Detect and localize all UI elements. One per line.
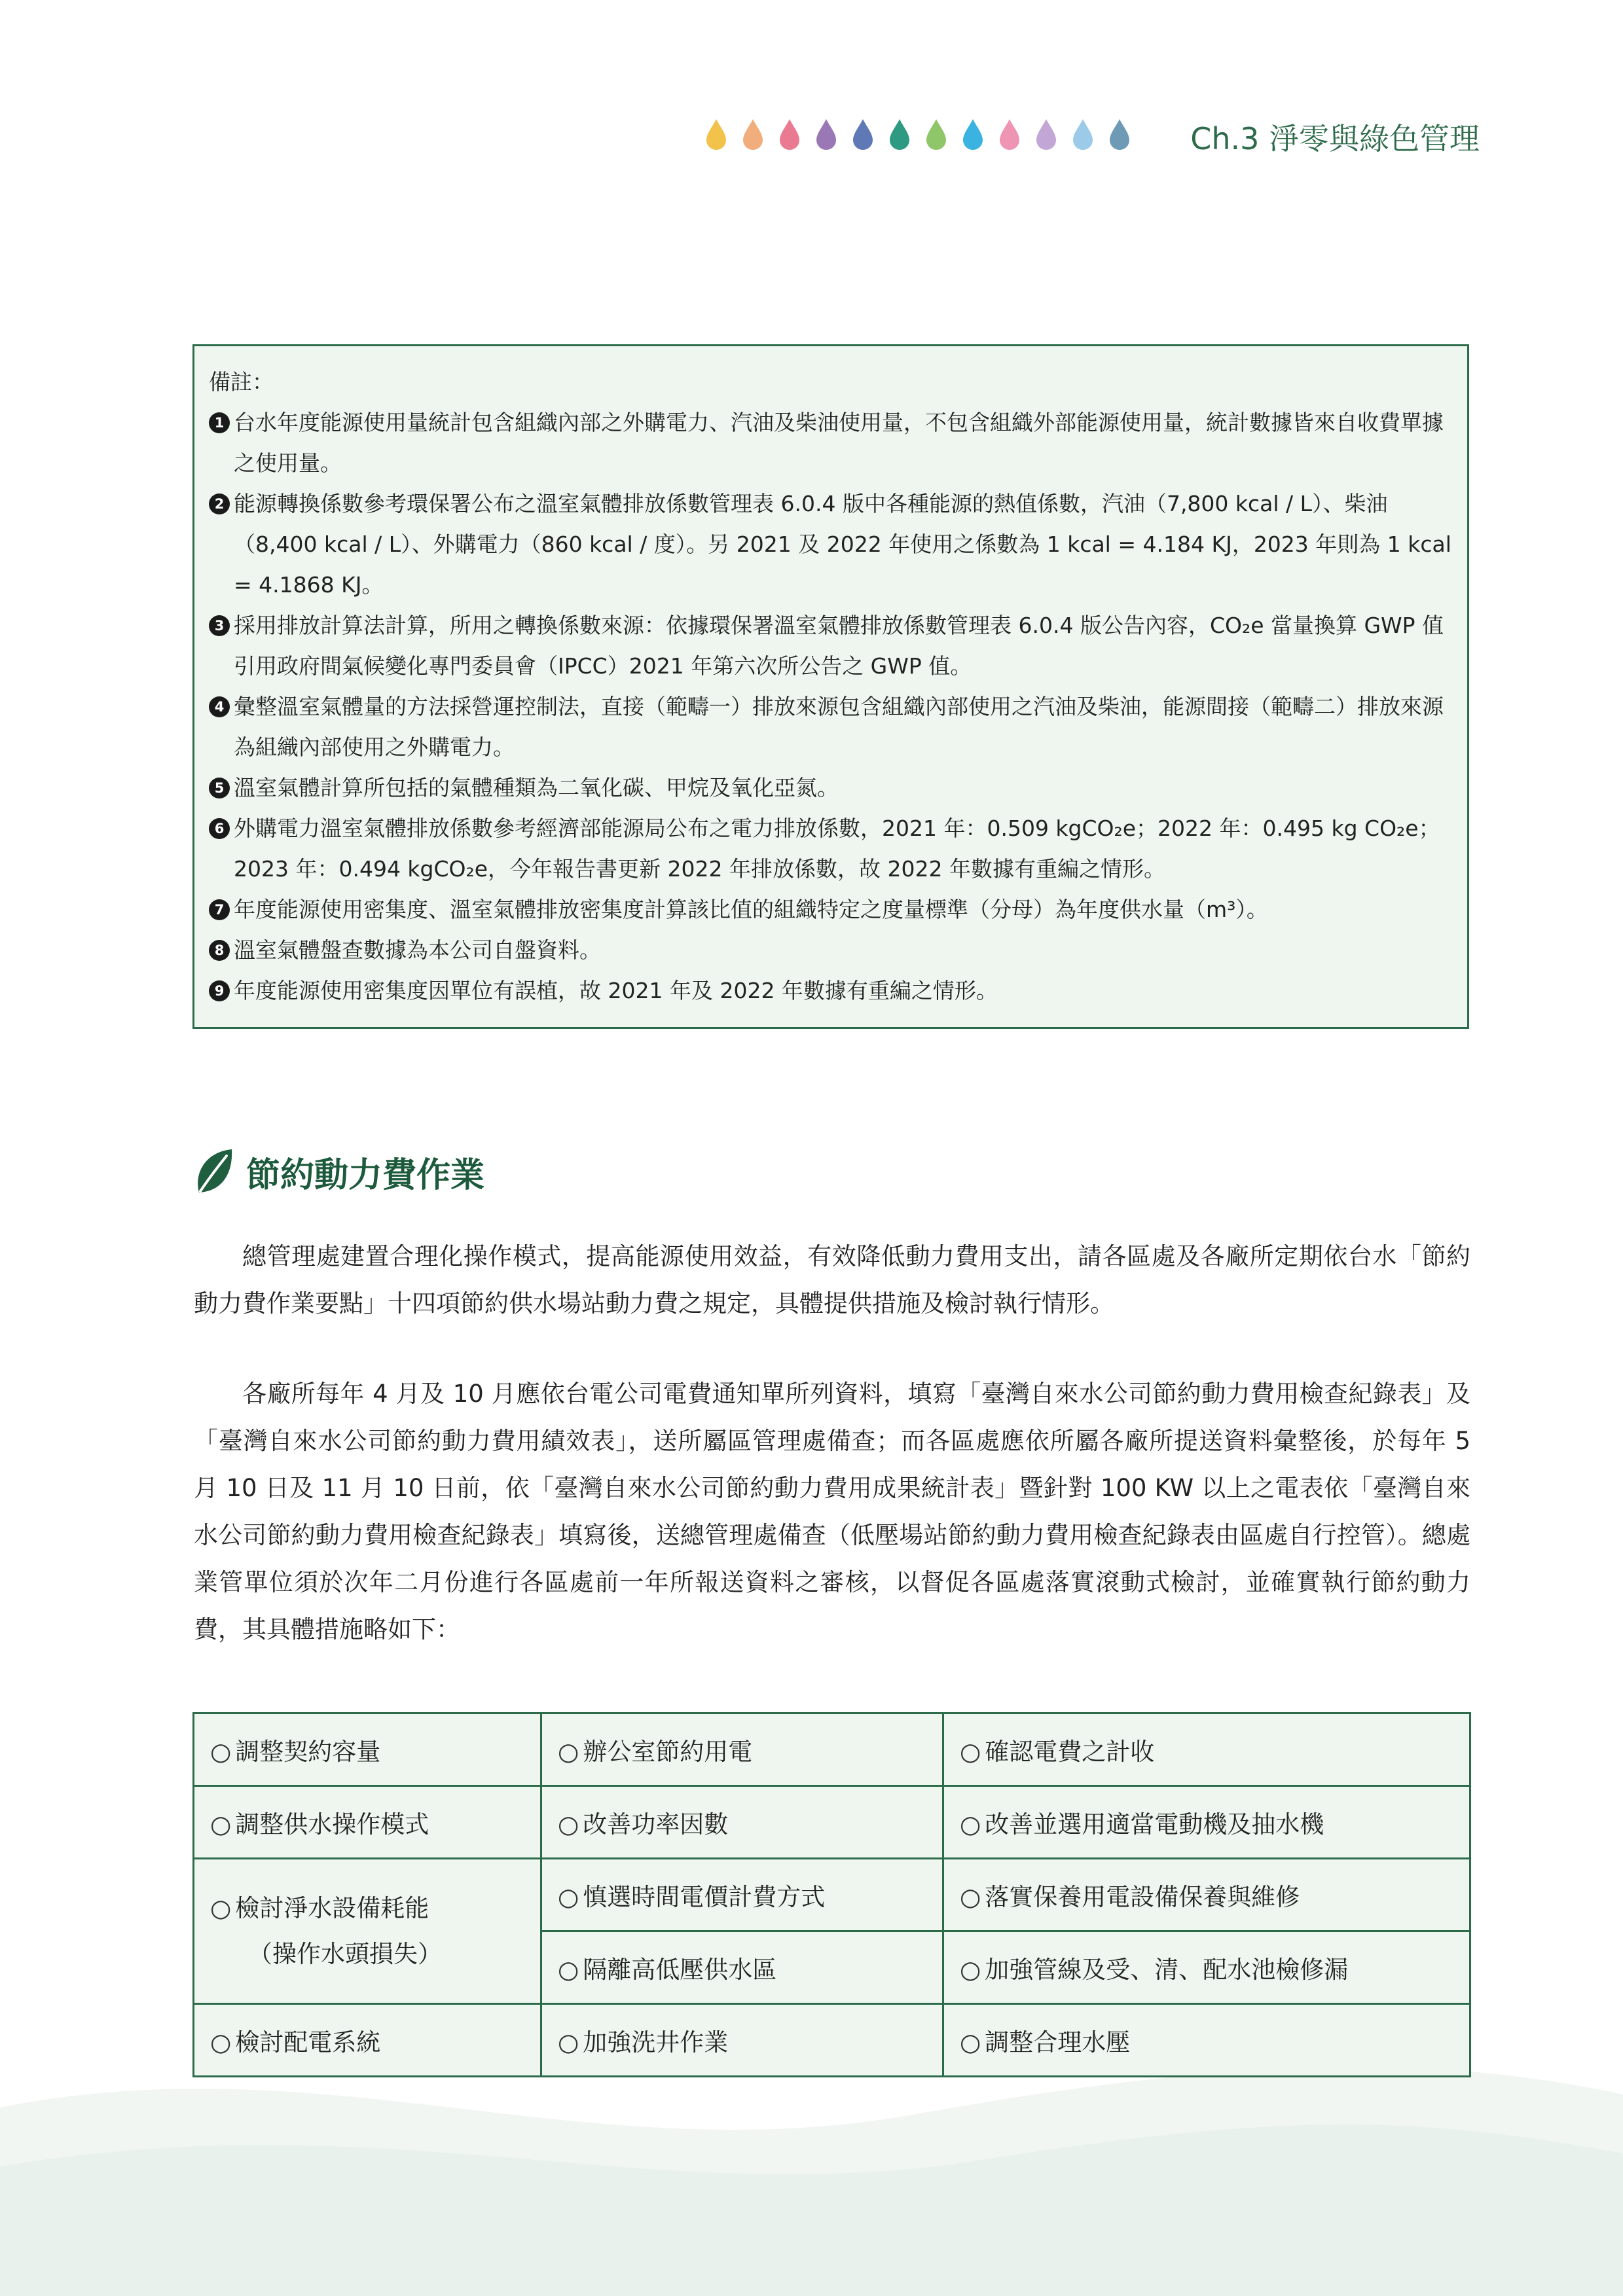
circle-bullet-icon: ○ (960, 1738, 981, 1766)
table-cell (943, 1786, 1470, 1859)
water-drop-icon (961, 118, 985, 152)
note-text: 台水年度能源使用量統計包含組織內部之外購電力、汽油及柴油使用量，不包含組織外部能源使用量，統計數據皆來自收費單據之使用量。 (234, 410, 1444, 476)
note-item (209, 605, 1454, 687)
circle-bullet-icon: ○ (558, 1883, 579, 1911)
measure-label: 檢討配電系統 (235, 2028, 381, 2056)
color-drops (704, 118, 1131, 152)
notes-box (192, 344, 1469, 1029)
table-cell (541, 1786, 943, 1859)
circle-bullet-icon: ○ (960, 1956, 981, 1984)
measure-label: 慎選時間電價計費方式 (583, 1883, 826, 1911)
measure-line: （操作水頭損失） (248, 1939, 442, 1968)
measure-label: 改善功率因數 (583, 1810, 729, 1839)
circle-bullet-icon: ○ (558, 1738, 579, 1766)
water-drop-icon (888, 118, 911, 152)
table-cell (541, 1931, 943, 2004)
table-row (194, 1713, 1470, 1786)
table-cell (943, 1859, 1470, 1931)
water-drop-icon (704, 118, 728, 152)
water-drop-icon (1071, 118, 1095, 152)
section-heading (194, 1147, 484, 1196)
note-number-badge: 4 (209, 696, 230, 717)
water-drop-icon (814, 118, 838, 152)
table-cell (194, 2004, 541, 2077)
measure-label: 加強洗井作業 (583, 2028, 729, 2056)
circle-bullet-icon: ○ (558, 1810, 579, 1839)
note-text: 年度能源使用密集度因單位有誤植，故 2021 年及 2022 年數據有重編之情形。 (234, 978, 998, 1003)
note-text: 外購電力溫室氣體排放係數參考經濟部能源局公布之電力排放係數，2021 年：0.509 kgCO₂e；2022 年：0.495 kg CO₂e；2023 年：0.494 kgCO₂e，今年報告書更新 2022 年排放係數，故 2022 年數據有重編之情形。 (234, 816, 1440, 882)
note-item (209, 971, 1454, 1011)
water-drop-icon (851, 118, 875, 152)
note-number-badge: 2 (209, 493, 230, 514)
note-text: 採用排放計算法計算，所用之轉換係數來源：依據環保署溫室氣體排放係數管理表 6.0.4 版公告內容，CO₂e 當量換算 GWP 值引用政府間氣候變化專門委員會（IPCC）2021 年第六次所公告之 GWP 值。 (234, 613, 1444, 679)
measure-label: 改善並選用適當電動機及抽水機 (985, 1810, 1324, 1839)
note-item (209, 687, 1454, 768)
table-row (194, 1859, 1470, 1931)
table-row (194, 1786, 1470, 1859)
table-cell-merged (194, 1859, 541, 2004)
circle-bullet-icon: ○ (558, 2028, 579, 2056)
water-drop-icon (1034, 118, 1058, 152)
table-cell (943, 1931, 1470, 2004)
table-cell (541, 2004, 943, 2077)
note-number-badge: 9 (209, 980, 230, 1001)
water-drop-icon (1108, 118, 1131, 152)
table-cell (194, 1786, 541, 1859)
table-cell (194, 1713, 541, 1786)
intro-paragraph (194, 1233, 1470, 1327)
note-number-badge: 1 (209, 412, 230, 433)
note-text: 年度能源使用密集度、溫室氣體排放密集度計算該比值的組織特定之度量標準（分母）為年度供水量（m³）。 (234, 897, 1268, 922)
measure-label: 檢討淨水設備耗能 (235, 1893, 429, 1922)
note-item (209, 484, 1454, 605)
measure-label: 調整供水操作模式 (235, 1810, 429, 1839)
table-cell (943, 2004, 1470, 2077)
note-number-badge: 8 (209, 940, 230, 961)
note-text: 溫室氣體盤查數據為本公司自盤資料。 (234, 937, 601, 963)
water-drop-icon (924, 118, 948, 152)
table-cell (943, 1713, 1470, 1786)
measure-label: 加強管線及受、清、配水池檢修漏 (985, 1956, 1349, 1984)
measures-table (192, 1712, 1471, 2077)
note-item (209, 889, 1454, 930)
table-row (194, 2004, 1470, 2077)
intro-text: 總管理處建置合理化操作模式，提高能源使用效益，有效降低動力費用支出，請各區處及各廠所定期依台水「節約動力費作業要點」十四項節約供水場站動力費之規定，具體提供措施及檢討執行情形。 (194, 1242, 1470, 1318)
note-text: 彙整溫室氣體量的方法採營運控制法，直接（範疇一）排放來源包含組織內部使用之汽油及柴油，能源間接（範疇二）排放來源為組織內部使用之外購電力。 (234, 694, 1444, 760)
note-number-badge: 6 (209, 818, 230, 839)
procedure-text: 各廠所每年 4 月及 10 月應依台電公司電費通知單所列資料，填寫「臺灣自來水公司節約動力費用檢查紀錄表」及「臺灣自來水公司節約動力費用績效表」，送所屬區管理處備查；而各區處應依所屬各廠所提送資料彙整後，於每年 5 月 10 日及 11 月 10 日前，依「臺灣自來水公司節約動力費用成果統計表」暨針對 100 KW 以上之電表依「臺灣自來水公司節約動力費用檢查紀錄表」填寫後，送總管理處備查（低壓場站節約動力費用檢查紀錄表由區處自行控管）。總處業管單位須於次年二月份進行各區處前一年所報送資料之審核，以督促各區處落實滾動式檢討，並確實執行節約動力費，其具體措施略如下： (194, 1380, 1470, 1643)
water-drop-icon (778, 118, 801, 152)
circle-bullet-icon: ○ (210, 1738, 232, 1766)
measure-label: 調整合理水壓 (985, 2028, 1131, 2056)
measure-label: 確認電費之計收 (985, 1738, 1155, 1766)
circle-bullet-icon: ○ (210, 1810, 232, 1839)
note-number-badge: 3 (209, 615, 230, 636)
circle-bullet-icon: ○ (960, 2028, 981, 2056)
measure-label: 辦公室節約用電 (583, 1738, 753, 1766)
circle-bullet-icon: ○ (960, 1883, 981, 1911)
circle-bullet-icon: ○ (558, 1956, 579, 1984)
notes-title: 備註： (209, 369, 274, 395)
procedure-paragraph (194, 1371, 1470, 1653)
chapter-title: Ch.3 淨零與綠色管理 (1190, 121, 1480, 156)
note-text: 溫室氣體計算所包括的氣體種類為二氧化碳、甲烷及氧化亞氮。 (234, 775, 839, 800)
note-text: 能源轉換係數參考環保署公布之溫室氣體排放係數管理表 6.0.4 版中各種能源的熱值係數，汽油（7,800 kcal / L）、柴油（8,400 kcal / L）、外購電力（860 kcal / 度）。另 2021 及 2022 年使用之係數為 1 kcal = 4.184 KJ，2023 年則為 1 kcal = 4.1868 KJ。 (234, 491, 1451, 598)
table-cell (541, 1859, 943, 1931)
note-item (209, 768, 1454, 808)
water-drop-icon (741, 118, 765, 152)
measure-line (210, 1886, 524, 1931)
leaf-icon (194, 1147, 234, 1196)
water-drop-icon (998, 118, 1021, 152)
circle-bullet-icon: ○ (210, 2028, 232, 2056)
measure-label: 落實保養用電設備保養與維修 (985, 1883, 1300, 1911)
note-number-badge: 5 (209, 778, 230, 798)
measure-label: 調整契約容量 (235, 1738, 381, 1766)
note-item (209, 930, 1454, 971)
circle-bullet-icon: ○ (210, 1893, 232, 1922)
section-title: 節約動力費作業 (246, 1155, 485, 1195)
note-item (209, 808, 1454, 889)
table-cell (541, 1713, 943, 1786)
circle-bullet-icon: ○ (960, 1810, 981, 1839)
note-number-badge: 7 (209, 899, 230, 920)
measure-label: 隔離高低壓供水區 (583, 1956, 777, 1984)
note-item (209, 403, 1454, 484)
